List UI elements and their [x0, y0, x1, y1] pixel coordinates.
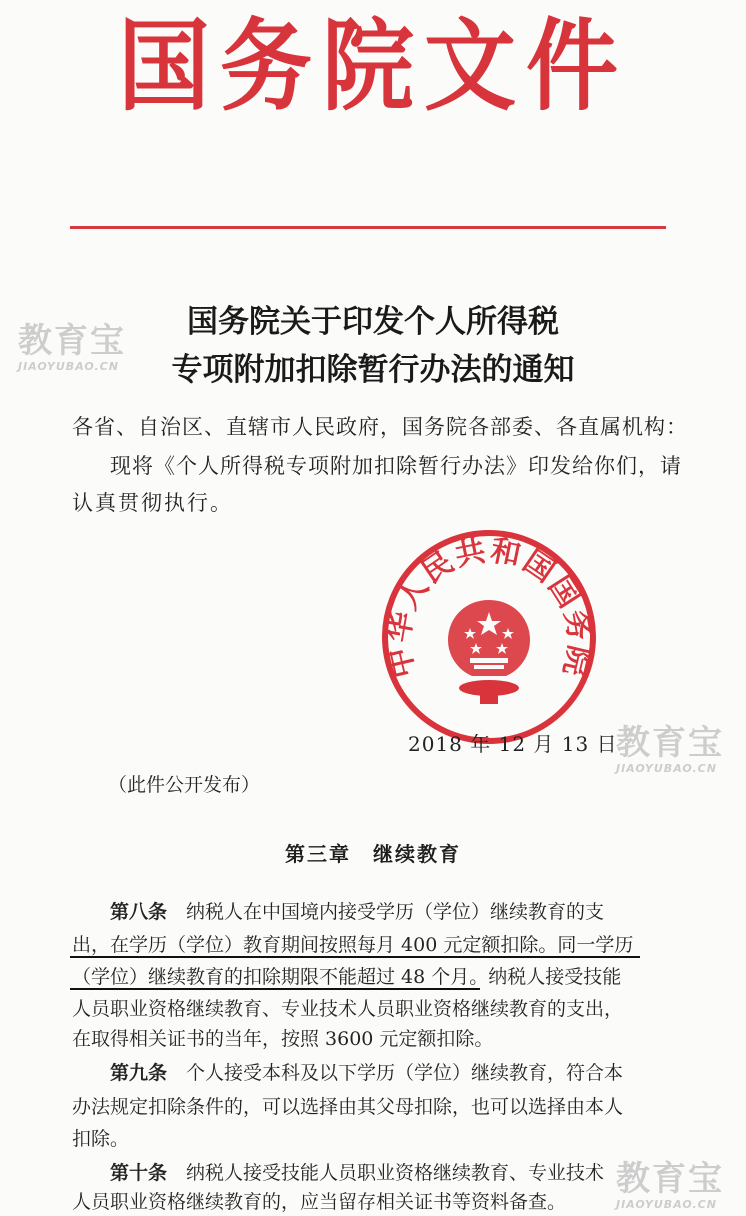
watermark-text: 教育宝: [616, 723, 724, 763]
underline-1: [70, 956, 640, 958]
article-9-line3: 扣除。: [72, 1128, 130, 1150]
article-8-line2: 出，在学历（学位）教育期间按照每月 400 元定额扣除。同一学历: [72, 934, 634, 956]
article-9-label: 第九条: [110, 1062, 168, 1084]
watermark-logo: [616, 724, 724, 775]
article-8-text1: 纳税人在中国境内接受学历（学位）继续教育的支: [186, 901, 605, 923]
chapter-heading: 第三章 继续教育: [285, 842, 461, 866]
article-9-text1: 个人接受本科及以下学历（学位）继续教育，符合本: [186, 1062, 624, 1084]
underline-2: [70, 988, 480, 990]
watermark-url: JIAOYUBAO.CN: [616, 1198, 717, 1211]
article-8-line5: 在取得相关证书的当年，按照 3600 元定额扣除。: [72, 1028, 494, 1050]
notice-title-line2: 专项附加扣除暂行办法的通知: [171, 352, 575, 388]
publish-note: （此件公开发布）: [108, 774, 261, 796]
article-9-line1: [110, 1059, 623, 1087]
body-paragraph-line1: 现将《个人所得税专项附加扣除暂行办法》印发给你们，请: [110, 454, 682, 478]
watermark-url: JIAOYUBAO.CN: [18, 360, 119, 373]
notice-title-line1: 国务院关于印发个人所得税: [187, 304, 559, 340]
watermark-logo: [616, 1160, 724, 1211]
article-8-line3: （学位）继续教育的扣除期限不能超过 48 个月。纳税人接受技能: [72, 966, 622, 988]
article-10-text1: 纳税人接受技能人员职业资格继续教育、专业技术: [186, 1162, 605, 1184]
article-8-line1: [110, 898, 604, 926]
article-10-label: 第十条: [110, 1162, 168, 1184]
watermark-text: 教育宝: [616, 1159, 724, 1199]
watermark-text: 教育宝: [18, 321, 126, 361]
watermark-logo: [18, 322, 126, 373]
article-10-line2: 人员职业资格继续教育的，应当留存相关证书等资料备查。: [72, 1191, 567, 1213]
official-seal: [380, 528, 598, 746]
watermark-url: JIAOYUBAO.CN: [616, 762, 717, 775]
document-header-title: 国务院文件: [117, 8, 628, 125]
national-emblem-icon: [448, 600, 530, 704]
seal-ring-text: 中华人民共和国国务院: [380, 533, 598, 682]
body-paragraph-line2: 认真贯彻执行。: [72, 491, 233, 515]
article-8-label: 第八条: [110, 901, 168, 923]
article-9-line2: 办法规定扣除条件的，可以选择由其父母扣除，也可以选择由本人: [72, 1096, 624, 1118]
addressee: 各省、自治区、直辖市人民政府，国务院各部委、各直属机构：: [72, 415, 688, 439]
article-10-line1: [110, 1159, 604, 1187]
issue-date: 2018 年 12 月 13 日: [408, 732, 618, 756]
article-8-line4: 人员职业资格继续教育、专业技术人员职业资格继续教育的支出，: [72, 998, 624, 1020]
header-divider: [70, 226, 666, 229]
